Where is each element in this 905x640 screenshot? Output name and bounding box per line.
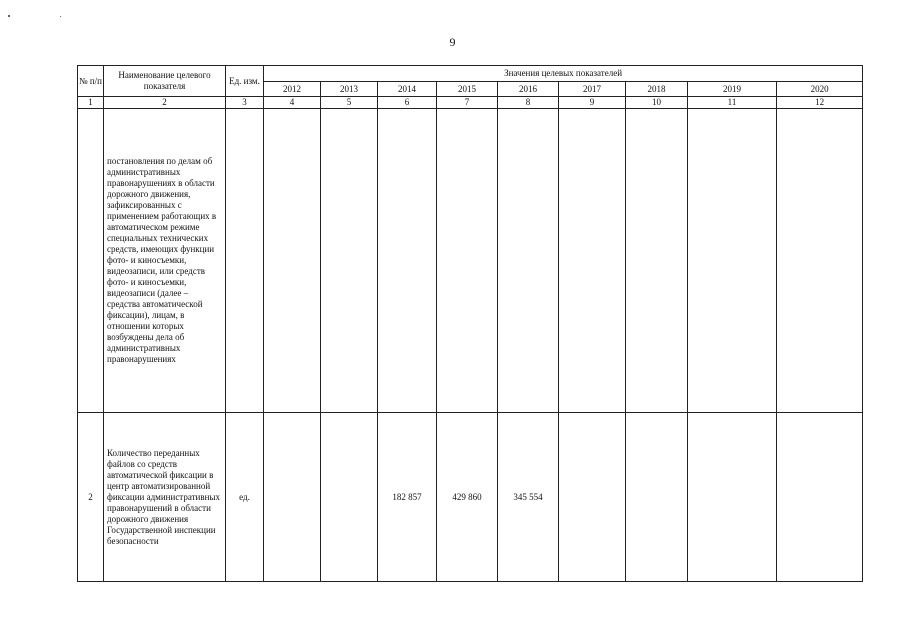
- row-unit: ед.: [226, 413, 264, 582]
- row-no: [78, 109, 104, 413]
- row-value: 345 554: [498, 413, 559, 582]
- row-value: [498, 109, 559, 413]
- row-value: [559, 413, 626, 582]
- column-number: 9: [559, 97, 626, 109]
- header-year: 2016: [498, 82, 559, 97]
- header-year: 2015: [437, 82, 498, 97]
- row-value: [688, 109, 777, 413]
- row-value: [626, 413, 688, 582]
- target-indicators-table: [77, 65, 863, 582]
- row-name: Количество переданных файлов со средств автоматической фиксации в центр автоматизированной фиксации административных правонарушений в области дорожного движения Государственной инспекции безопасности: [104, 413, 226, 582]
- header-no: № п/п: [78, 66, 104, 97]
- scan-speck: [60, 16, 61, 17]
- row-value: 182 857: [378, 413, 437, 582]
- column-number: 3: [226, 97, 264, 109]
- column-number: 2: [104, 97, 226, 109]
- column-number: 6: [378, 97, 437, 109]
- row-value: [777, 413, 863, 582]
- header-year: 2013: [321, 82, 378, 97]
- row-value: [321, 109, 378, 413]
- header-year: 2018: [626, 82, 688, 97]
- header-name: Наименование целевого показателя: [104, 66, 226, 97]
- column-number: 12: [777, 97, 863, 109]
- row-value: [777, 109, 863, 413]
- column-number: 7: [437, 97, 498, 109]
- header-year: 2019: [688, 82, 777, 97]
- column-number: 8: [498, 97, 559, 109]
- column-number: 10: [626, 97, 688, 109]
- header-year: 2012: [264, 82, 321, 97]
- column-number: 1: [78, 97, 104, 109]
- table-row: [78, 413, 863, 582]
- row-unit: [226, 109, 264, 413]
- column-number: 5: [321, 97, 378, 109]
- row-no: 2: [78, 413, 104, 582]
- row-value: [264, 109, 321, 413]
- row-value: [264, 413, 321, 582]
- row-value: [559, 109, 626, 413]
- row-value: [626, 109, 688, 413]
- page-number: 9: [449, 35, 456, 49]
- row-name: постановления по делам об административных правонарушениях в области дорожного движения, зафиксированных с применением работающих в автоматическом режиме специальных технических средств, имеющих функции фото- и киносъемки, видеозаписи, или средств фото- и киносъемки, видеозаписи (далее – средства автоматической фиксации), лицам, в отношении которых возбуждены дела об административных правонарушениях: [104, 109, 226, 413]
- header-year: 2014: [378, 82, 437, 97]
- header-values-group: Значения целевых показателей: [264, 66, 863, 82]
- row-value: [437, 109, 498, 413]
- column-number: 4: [264, 97, 321, 109]
- row-value: [688, 413, 777, 582]
- header-year: 2020: [777, 82, 863, 97]
- row-value: [378, 109, 437, 413]
- row-value: 429 860: [437, 413, 498, 582]
- column-number: 11: [688, 97, 777, 109]
- table-row: [78, 109, 863, 413]
- header-unit: Ед. изм.: [226, 66, 264, 97]
- row-value: [321, 413, 378, 582]
- scan-speck: [8, 15, 10, 17]
- header-year: 2017: [559, 82, 626, 97]
